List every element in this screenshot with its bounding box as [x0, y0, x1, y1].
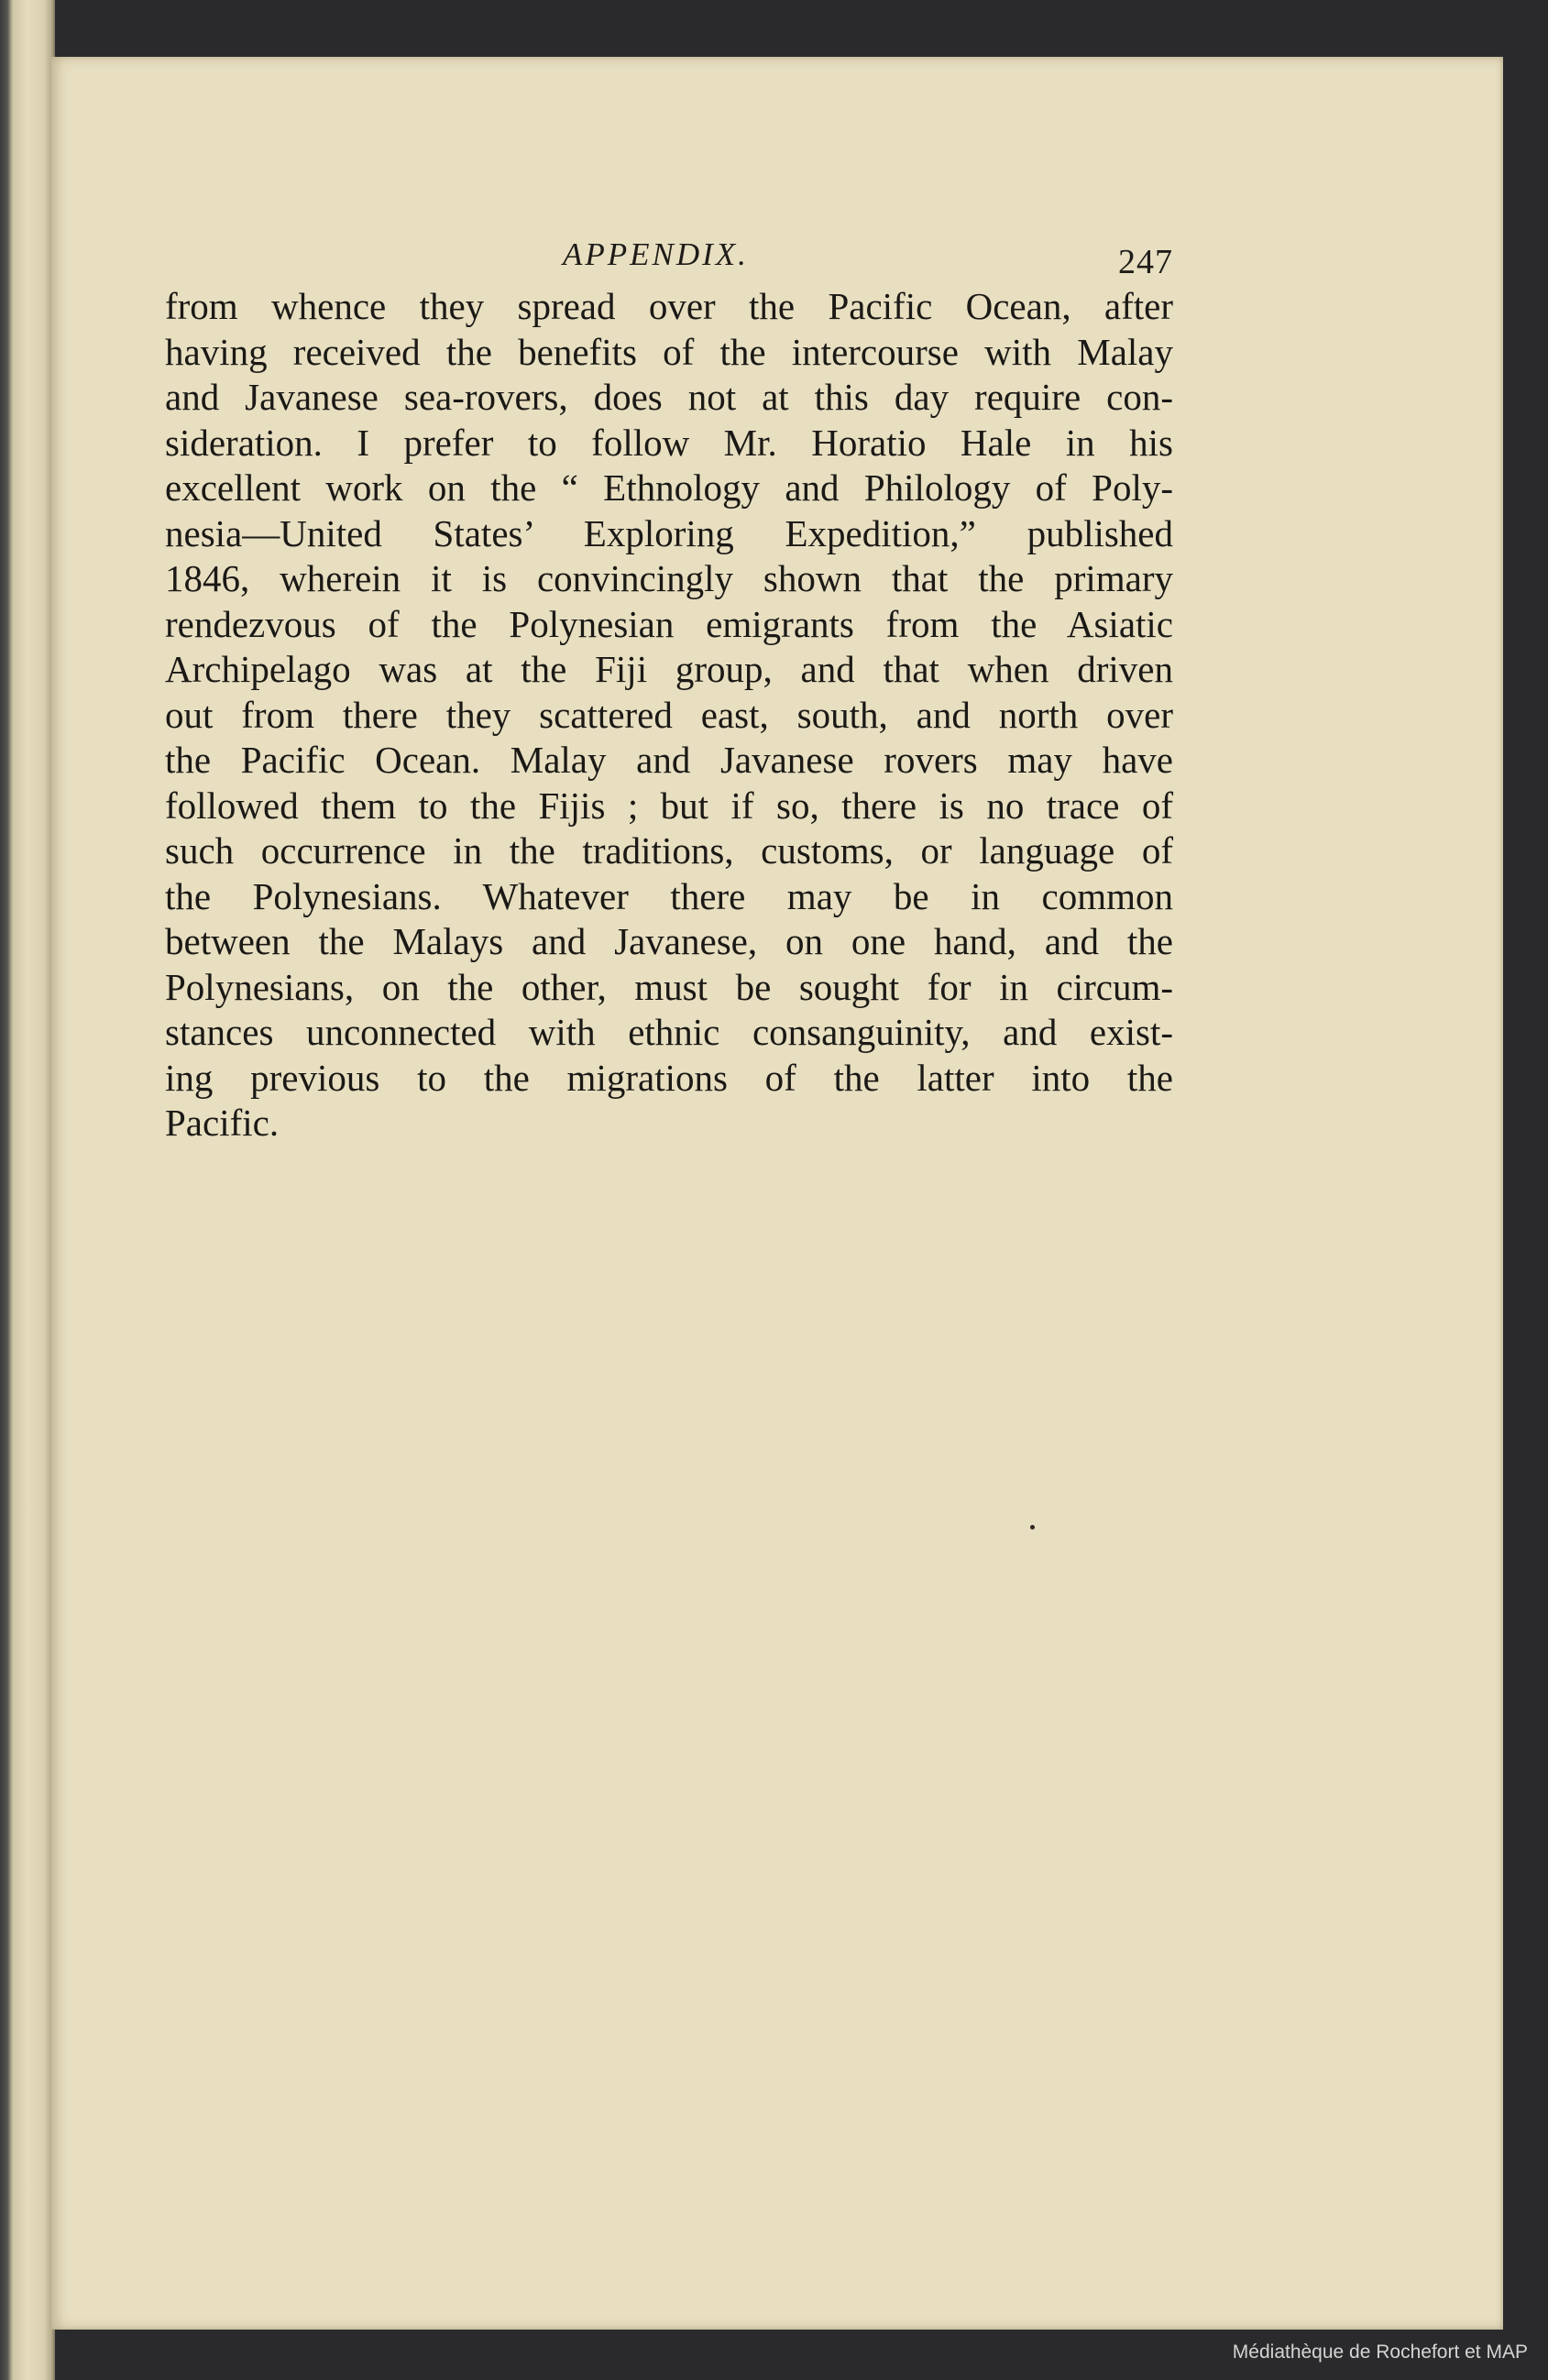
text-line: the Polynesians. Whatever there may be in common	[165, 874, 1173, 917]
page-number: 247	[1118, 243, 1173, 281]
text-line: having received the benefits of the intercourse with Malay	[165, 330, 1173, 373]
running-title: APPENDIX.	[563, 236, 749, 272]
text-line: the Pacific Ocean. Malay and Javanese rovers may have	[165, 739, 1173, 781]
text-line: followed them to the Fijis ; but if so, there is no trace of	[165, 784, 1173, 827]
text-line: 1846, wherein it is convincingly shown that the primary	[165, 557, 1173, 599]
text-line: sideration. I prefer to follow Mr. Horatio Hale in his	[165, 421, 1173, 464]
text-line: nesia—United States’ Exploring Expedition,” published	[165, 511, 1173, 554]
text-line: such occurrence in the traditions, customs, or language of	[165, 829, 1173, 872]
text-line: from whence they spread over the Pacific Ocean, after	[165, 285, 1173, 327]
book-binding-edge	[0, 0, 55, 2380]
text-line: between the Malays and Javanese, on one hand, and the	[165, 920, 1173, 962]
text-line: out from there they scattered east, south, and north over	[165, 693, 1173, 736]
paper-speck	[1030, 1525, 1035, 1530]
text-line: ing previous to the migrations of the latter into the	[165, 1056, 1173, 1099]
text-line: Polynesians, on the other, must be sought for in circum-	[165, 965, 1173, 1008]
text-line: and Javanese sea-rovers, does not at this day require con-	[165, 376, 1173, 418]
text-line: rendezvous of the Polynesian emigrants from the Asiatic	[165, 602, 1173, 645]
text-line: Archipelago was at the Fiji group, and that when driven	[165, 648, 1173, 690]
text-line: excellent work on the “ Ethnology and Philology of Poly-	[165, 466, 1173, 509]
body-text	[165, 284, 1173, 1146]
text-line-last: Pacific.	[165, 1102, 280, 1144]
running-head	[513, 225, 1191, 280]
image-credit: Médiathèque de Rochefort et MAP	[1232, 2342, 1528, 2363]
text-line: stances unconnected with ethnic consanguinity, and exist-	[165, 1011, 1173, 1053]
